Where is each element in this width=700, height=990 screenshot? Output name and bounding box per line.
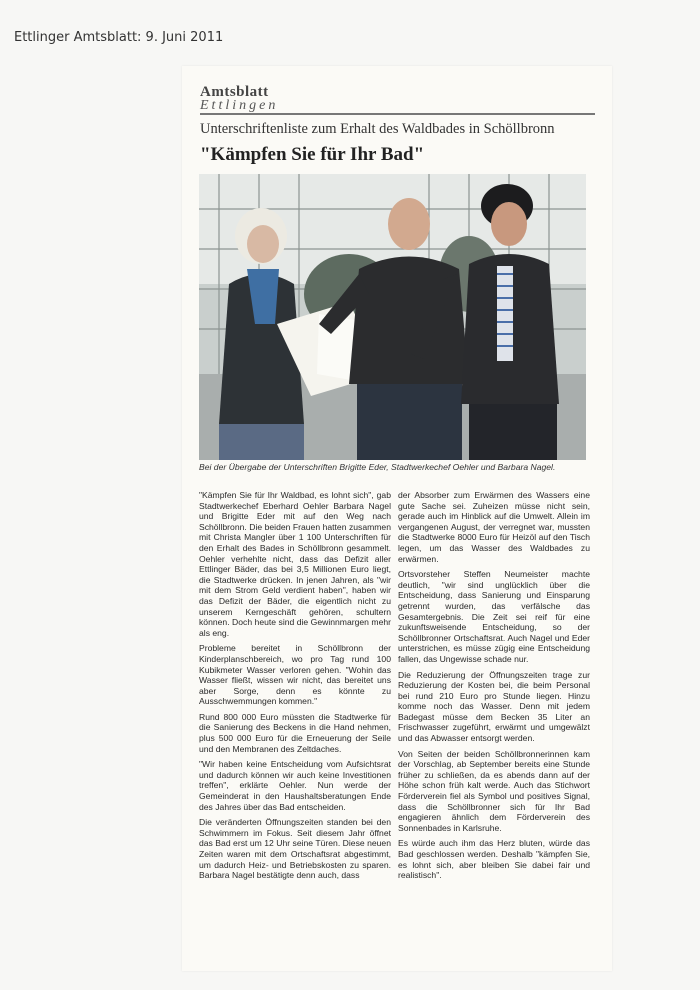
paragraph: "Kämpfen Sie für Ihr Waldbad, es lohnt sich", gab Stadtwerkechef Eberhard Oehler Barbara Nagel und Brigitte Eder mit auf den Weg nach Schöllbronn. Die beiden Frauen hatten zusammen mit Christa Mangler über 1 100 Unterschriften für den Erhalt des Bades in Schöllbronn gesammelt. Oehler verhehlte nicht, dass das Defizit aller Ettlinger Bäder, das bei 3,5 Millionen Euro liegt, die Stadtwerke drücken. In jenen Jahren, als "wir mit dem Strom Geld verdient haben", haben wir das Defizit der Bäder, die eigentlich nicht zu unserem Kerngeschäft gehören, schultern können. Doch heute sind die Gewinnmargen mehr als eng. (199, 490, 391, 638)
paragraph: Probleme bereitet in Schöllbronn der Kinderplanschbereich, wo pro Tag rund 100 Kubikmeter Wasser verloren gehen. "Wohin das Wasser fließt, wissen wir nicht, das bereitet uns aber Sorge, denn es könnte zu Ausschwemmungen kommen." (199, 643, 391, 707)
page-header: Ettlinger Amtsblatt: 9. Juni 2011 (14, 30, 224, 45)
article-column-left (199, 490, 391, 886)
paragraph: Die veränderten Öffnungszeiten standen bei den Schwimmern im Fokus. Seit diesem Jahr öffnet das Bad erst um 12 Uhr seine Türen. Diese neuen Zeiten waren mit dem Ortschaftsrat abgestimmt, um dadurch Heiz- und Betriebskosten zu sparen. Barbara Nagel bestätigte denn auch, dass (199, 817, 391, 881)
paragraph: Rund 800 000 Euro müssten die Stadtwerke für die Sanierung des Beckens in die Hand nehmen, plus 500 000 Euro für die Erneuerung der Seile und den Membranen des Zeltdaches. (199, 711, 391, 754)
masthead (200, 84, 595, 114)
paragraph: "Wir haben keine Entscheidung vom Aufsichtsrat und dadurch können wir auch keine Investitionen treffen", erklärte Oehler. Nun werde der Gemeinderat in den Haushaltsberatungen Ende des Jahres über das Bad entscheiden. (199, 759, 391, 812)
paragraph: Von Seiten der beiden Schöllbronnerinnen kam der Vorschlag, ab September bereits eine Stunde früher zu schließen, da es abends dann auf der Höhe schon früh kalt werde. Auch das Stichwort Förderverein fiel als Symbol und positives Signal, dass die Schöllbronner sich für Ihr Bad engagieren ähnlich dem Förderverein des Sonnenbades in Karlsruhe. (398, 748, 590, 833)
paragraph: Es würde auch ihm das Herz bluten, würde das Bad geschlossen werden. Deshalb "kämpfen Sie, es lohnt sich, aber bleiben Sie dabei fair und realistisch". (398, 838, 590, 881)
article-headline: "Kämpfen Sie für Ihr Bad" (200, 144, 425, 165)
photo-caption: Bei der Übergabe der Unterschriften Brigitte Eder, Stadtwerkechef Oehler und Barbara Nagel. (199, 462, 556, 472)
masthead-line2: Ettlingen (200, 98, 279, 113)
article-kicker: Unterschriftenliste zum Erhalt des Waldbades in Schöllbronn (200, 121, 555, 137)
article-photo (199, 174, 586, 460)
paragraph: der Absorber zum Erwärmen des Wassers eine gute Sache sei. Zuheizen müsse nicht sein, gerade auch im Hinblick auf die Umwelt. Allein im vergangenen August, der verregnet war, mussten die Stadtwerke 8000 Euro für Heizöl auf den Tisch legen, um das Wasser des Waldbades zu erwärmen. (398, 490, 590, 564)
article-column-right (398, 490, 590, 886)
paragraph: Ortsvorsteher Steffen Neumeister machte deutlich, "wir sind unglücklich über die Entscheidung, dass Sanierung und Einsparung getrennt wurden, das verfälsche das Gesamtergebnis. Die Zeit sei reif für eine zukunftsweisende Entscheidung, so der Schöllbronner Ortschaftsrat. Auch Nagel und Eder unterstrichen, es müsse zügig eine Entscheidung fallen, das Ungewisse schade nur. (398, 569, 590, 664)
masthead-line1: Amtsblatt (200, 84, 269, 100)
masthead-rule (200, 113, 595, 115)
photo-illustration (199, 174, 586, 460)
paragraph: Die Reduzierung der Öffnungszeiten trage zur Reduzierung der Kosten bei, die beim Personal bei rund 210 Euro pro Stunde liegen. Hinzu komme noch das Wasser. Denn mit jedem Badegast müsse dem Becken 35 Liter an Frischwasser zugeführt, erwärmt und umgewälzt und das Abwasser entsorgt werden. (398, 669, 590, 744)
